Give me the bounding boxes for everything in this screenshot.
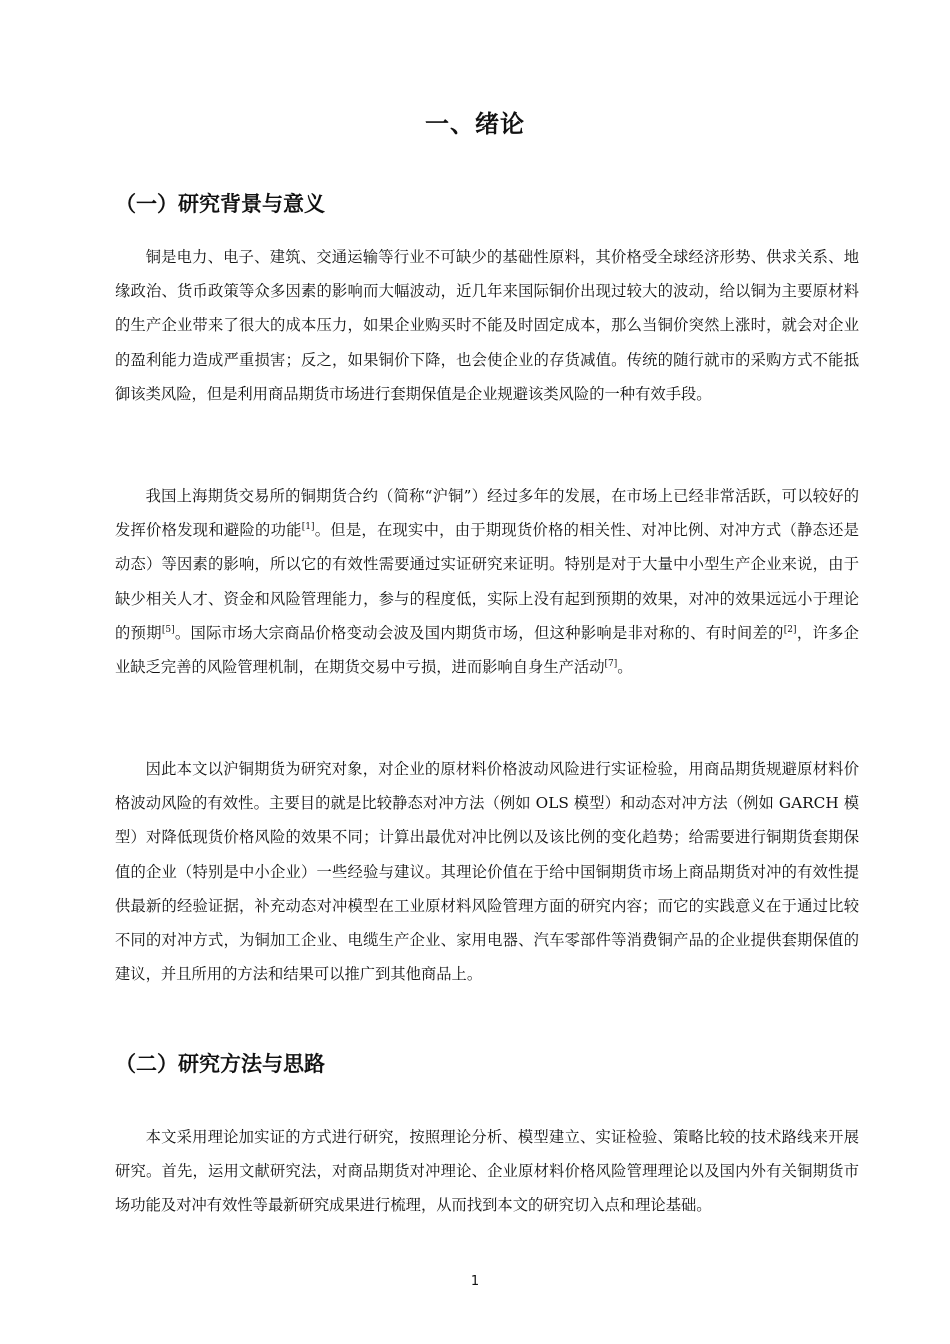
citation-ref: [5]	[161, 624, 175, 635]
paragraph-text: 。	[617, 658, 633, 677]
paragraph-text: 本文采用理论加实证的方式进行研究，按照理论分析、模型建立、实证检验、策略比较的技术路线来开展研究。首先，运用文献研究法，对商品期货对冲理论、企业原材料价格风险管理理论以及国内外有关铜期货市场功能及对冲有效性等最新研究成果进行梳理，从而找到本文的研究切入点和理论基础。	[115, 1128, 859, 1215]
paragraph	[115, 1120, 859, 1223]
page-number: 1	[470, 1274, 480, 1289]
section-title-background: （一）研究背景与意义	[115, 192, 325, 216]
citation-ref: [2]	[783, 624, 797, 635]
paragraph-text: 我国上海期货交易所的铜期货合约（简称“沪铜”）经过多年的发展，在市场上已经非常活跃，可以较好的发挥价格发现和避险的功能	[115, 487, 859, 540]
citation-ref: [1]	[301, 522, 315, 533]
paragraph	[115, 240, 859, 411]
paragraph-text: 。但是，在现实中，由于期现货价格的相关性、对冲比例、对冲方式（静态还是动态）等因素的影响，所以它的有效性需要通过实证研究来证明。特别是对于大量中小型生产企业来说，由于缺少相关人才、资金和风险管理能力，参与的程度低，实际上没有起到预期的效果，对冲的效果远远小于理论的预期	[115, 521, 859, 642]
paragraph-text: 铜是电力、电子、建筑、交通运输等行业不可缺少的基础性原料，其价格受全球经济形势、供求关系、地缘政治、货币政策等众多因素的影响而大幅波动，近几年来国际铜价出现过较大的波动，给以铜为主要原材料的生产企业带来了很大的成本压力，如果企业购买时不能及时固定成本，那么当铜价突然上涨时，就会对企业的盈利能力造成严重损害；反之，如果铜价下降，也会使企业的存货减值。传统的随行就市的采购方式不能抵御该类风险，但是利用商品期货市场进行套期保值是企业规避该类风险的一种有效手段。	[115, 248, 859, 403]
paragraph-text: 。国际市场大宗商品价格变动会波及国内期货市场，但这种影响是非对称的、有时间差的	[174, 623, 784, 642]
section-title-methods: （二）研究方法与思路	[115, 1052, 325, 1076]
chapter-title: 一、绪论	[425, 110, 525, 138]
paragraph	[115, 752, 859, 991]
paragraph-text: 因此本文以沪铜期货为研究对象，对企业的原材料价格波动风险进行实证检验，用商品期货规避原材料价格波动风险的有效性。主要目的就是比较静态对冲方法（例如 OLS 模型）和动态对冲方法（例如 GARCH 模型）对降低现货价格风险的效果不同；计算出最优对冲比例以及该比例的变化趋势；给需要进行铜期货套期保值的企业（特别是中小企业）一些经验与建议。其理论价值在于给中国铜期货市场上商品期货对冲的有效性提供最新的经验证据，补充动态对冲模型在工业原材料风险管理方面的研究内容；而它的实践意义在于通过比较不同的对冲方式，为铜加工企业、电缆生产企业、家用电器、汽车零部件等消费铜产品的企业提供套期保值的建议，并且所用的方法和结果可以推广到其他商品上。	[115, 760, 859, 984]
citation-ref: [7]	[604, 658, 618, 669]
paragraph-text: ，许多企业缺乏完善的风险管理机制，在期货交易中亏损，进而影响自身生产活动	[115, 623, 859, 677]
paragraph	[115, 479, 859, 684]
